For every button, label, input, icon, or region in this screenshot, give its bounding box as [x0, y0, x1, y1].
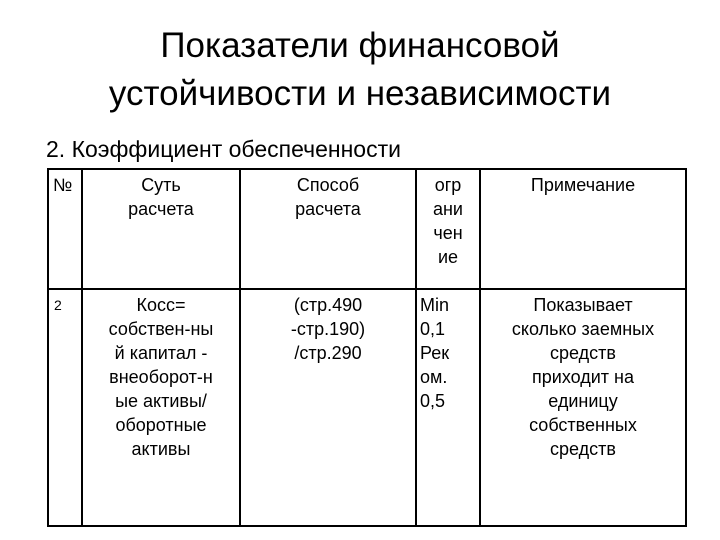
row-limit-line: ом.: [420, 367, 448, 387]
row-note-line: единицу: [548, 391, 618, 411]
header-essence-line: Суть: [141, 175, 181, 195]
slide-title: [0, 22, 720, 118]
header-essence-cell: [82, 169, 240, 289]
row-note-line: средств: [550, 439, 616, 459]
row-limit-line: Рек: [420, 343, 450, 363]
ratio-table: [47, 168, 687, 527]
slide-title-line-2: устойчивости и независимости: [108, 74, 612, 113]
row-essence-line: внеоборот-н: [109, 367, 213, 387]
header-num-cell: [48, 169, 82, 289]
row-essence-line: оборотные: [115, 415, 207, 435]
row-limit-line: 0,1: [420, 319, 446, 339]
header-method-cell: [240, 169, 416, 289]
row-essence-cell: [82, 289, 240, 526]
row-note-line: сколько заемных: [511, 319, 655, 339]
row-num-cell: [48, 289, 82, 526]
row-method-line: -стр.190): [290, 319, 366, 339]
header-note-cell: [480, 169, 686, 289]
row-essence-line: Косс=: [136, 295, 186, 315]
header-limit-line: чен: [433, 223, 463, 243]
row-essence-line: й капитал -: [114, 343, 208, 363]
row-note-cell: [480, 289, 686, 526]
slide-title-line-1: Показатели финансовой: [160, 26, 560, 65]
header-limit-line: ани: [432, 199, 463, 219]
row-method-line: (стр.490: [293, 295, 363, 315]
row-note-line: собственных: [529, 415, 637, 435]
row-limit-line: 0,5: [420, 391, 446, 411]
header-method-line: расчета: [295, 199, 361, 219]
header-limit-line: ие: [437, 247, 459, 267]
table-row: [48, 289, 686, 526]
header-essence-line: расчета: [128, 199, 194, 219]
row-method-cell: [240, 289, 416, 526]
row-note-line: приходит на: [532, 367, 634, 387]
table-header-row: [48, 169, 686, 289]
header-limit-cell: [416, 169, 480, 289]
row-essence-line: активы: [131, 439, 191, 459]
row-essence-line: собствен-ны: [108, 319, 214, 339]
header-method-line: Способ: [296, 175, 360, 195]
row-method-line: /стр.290: [294, 343, 362, 363]
row-note-line: Показывает: [533, 295, 633, 315]
header-note: Примечание: [530, 175, 636, 195]
header-limit-line: огр: [434, 175, 462, 195]
row-num: 2: [54, 297, 62, 313]
slide-subtitle: 2. Коэффициент обеспеченности: [46, 136, 401, 162]
row-limit-cell: [416, 289, 480, 526]
row-essence-line: ые активы/: [115, 391, 207, 411]
row-limit-line: Min: [420, 295, 450, 315]
row-note-line: средств: [550, 343, 616, 363]
header-num: №: [53, 175, 73, 195]
